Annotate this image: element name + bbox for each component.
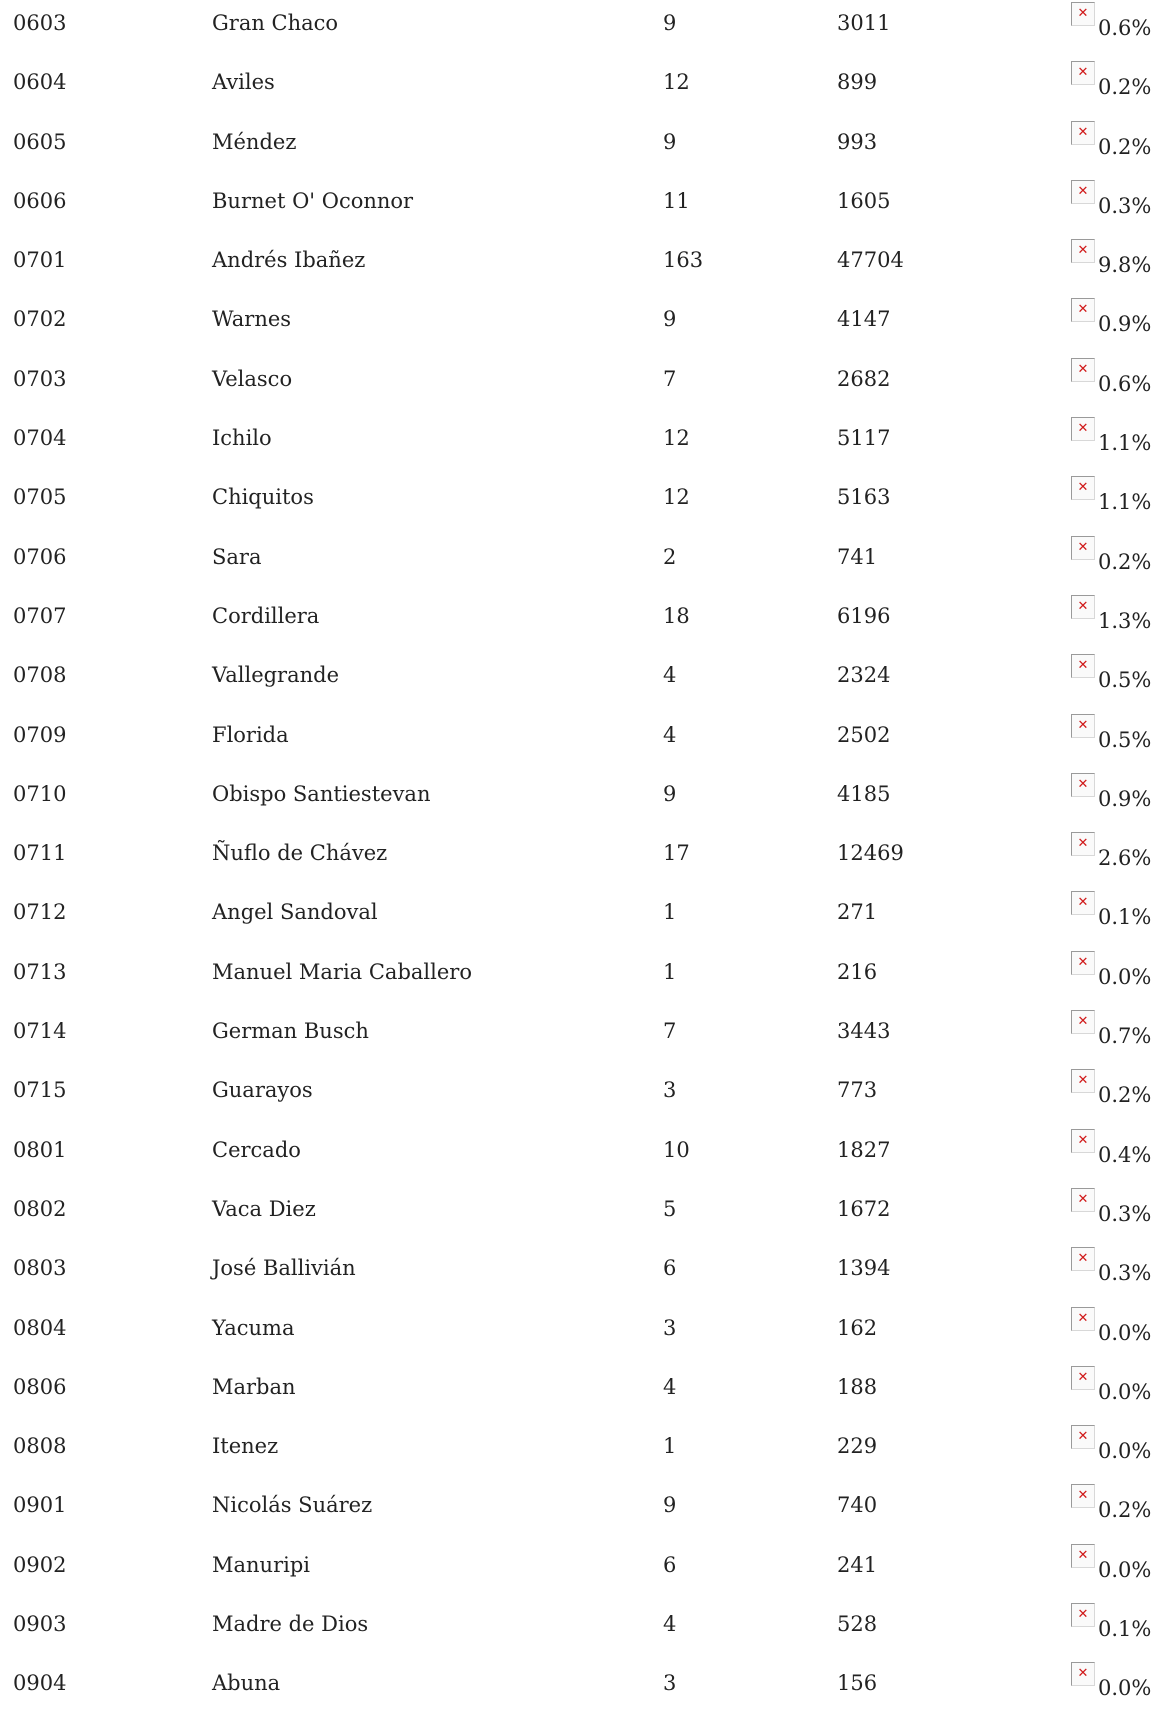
province-code: 0802: [13, 1196, 67, 1221]
total-value: 3011: [837, 11, 891, 35]
percentage-value: 0.9%: [1098, 312, 1152, 337]
percentage-value: 0.5%: [1098, 727, 1152, 752]
count-value: 9: [663, 781, 677, 806]
province-code: 0706: [13, 544, 67, 569]
broken-image-icon: [1071, 1010, 1095, 1034]
broken-image-icon: [1071, 951, 1095, 975]
province-code: 0803: [13, 1256, 67, 1281]
broken-image-icon: [1071, 714, 1095, 738]
province-name: Obispo Santiestevan: [212, 781, 431, 806]
table-row: [0, 1482, 1162, 1541]
percentage-value: 0.2%: [1098, 1498, 1152, 1523]
broken-image-icon: [1071, 1603, 1095, 1627]
province-name: Yacuma: [212, 1315, 295, 1340]
total-value: 4185: [837, 781, 891, 806]
count-value: 2: [663, 544, 677, 569]
total-value: 5117: [837, 426, 891, 451]
broken-image-icon: [1071, 417, 1095, 441]
table-row: [0, 1601, 1162, 1660]
table-row: [0, 652, 1162, 711]
table-row: [0, 0, 1162, 59]
count-value: 4: [663, 722, 677, 747]
percentage-value: 1.1%: [1098, 490, 1152, 515]
total-value: 1827: [837, 1137, 891, 1162]
percentage-value: 0.0%: [1098, 1557, 1152, 1582]
percentage-value: 2.6%: [1098, 846, 1152, 871]
percentage-value: 1.3%: [1098, 608, 1152, 633]
province-code: 0713: [13, 959, 67, 984]
count-value: 1: [663, 1434, 677, 1459]
percentage-value: 0.1%: [1098, 1617, 1152, 1642]
broken-image-icon: [1071, 1307, 1095, 1331]
province-code: 0901: [13, 1493, 67, 1518]
table-row: [0, 119, 1162, 178]
count-value: 17: [663, 841, 690, 866]
count-value: 1: [663, 900, 677, 925]
broken-image-icon: [1071, 595, 1095, 619]
province-code: 0703: [13, 366, 67, 391]
broken-image-icon: [1071, 358, 1095, 382]
percentage-value: 0.7%: [1098, 1024, 1152, 1049]
province-name: Vaca Diez: [212, 1196, 316, 1221]
table-row: [0, 1542, 1162, 1601]
percentage-value: 0.9%: [1098, 786, 1152, 811]
broken-image-icon: [1071, 298, 1095, 322]
broken-image-icon: [1071, 1188, 1095, 1212]
total-value: 2682: [837, 366, 891, 391]
total-value: 156: [837, 1671, 878, 1696]
percentage-value: 0.4%: [1098, 1142, 1152, 1167]
province-name: Warnes: [212, 307, 292, 332]
percentage-value: 0.5%: [1098, 668, 1152, 693]
total-value: 2324: [837, 663, 891, 688]
province-name: Angel Sandoval: [212, 900, 378, 925]
count-value: 18: [663, 603, 690, 628]
province-code: 0605: [13, 129, 67, 154]
total-value: 528: [837, 1612, 878, 1637]
province-name: Sara: [212, 544, 262, 569]
broken-image-icon: [1071, 1484, 1095, 1508]
broken-image-icon: [1071, 654, 1095, 678]
total-value: 271: [837, 900, 878, 925]
province-code: 0902: [13, 1552, 67, 1577]
broken-image-icon: [1071, 1366, 1095, 1390]
province-name: Aviles: [212, 70, 275, 95]
province-name: Velasco: [212, 366, 293, 391]
broken-image-icon: [1071, 1544, 1095, 1568]
total-value: 1605: [837, 188, 891, 213]
broken-image-icon: [1071, 1129, 1095, 1153]
province-code: 0606: [13, 188, 67, 213]
province-name: German Busch: [212, 1019, 369, 1044]
count-value: 3: [663, 1315, 677, 1340]
province-code: 0707: [13, 603, 67, 628]
province-code: 0712: [13, 900, 67, 925]
table-row: [0, 949, 1162, 1008]
province-name: Abuna: [212, 1671, 281, 1696]
province-code: 0801: [13, 1137, 67, 1162]
count-value: 4: [663, 1374, 677, 1399]
province-code: 0710: [13, 781, 67, 806]
province-name: Cercado: [212, 1137, 301, 1162]
percentage-value: 0.6%: [1098, 16, 1152, 40]
province-code: 0711: [13, 841, 67, 866]
total-value: 1672: [837, 1196, 891, 1221]
table-row: [0, 712, 1162, 771]
province-code: 0714: [13, 1019, 67, 1044]
province-code: 0702: [13, 307, 67, 332]
total-value: 899: [837, 70, 878, 95]
province-name: Marban: [212, 1374, 296, 1399]
broken-image-icon: [1071, 61, 1095, 85]
percentage-value: 0.6%: [1098, 371, 1152, 396]
total-value: 162: [837, 1315, 878, 1340]
percentage-value: 0.3%: [1098, 193, 1152, 218]
table-row: [0, 1245, 1162, 1304]
broken-image-icon: [1071, 1069, 1095, 1093]
province-code: 0903: [13, 1612, 67, 1637]
table-row: [0, 474, 1162, 533]
count-value: 4: [663, 1612, 677, 1637]
total-value: 740: [837, 1493, 878, 1518]
province-name: Gran Chaco: [212, 11, 339, 35]
count-value: 7: [663, 366, 677, 391]
broken-image-icon: [1071, 1247, 1095, 1271]
broken-image-icon: [1071, 773, 1095, 797]
total-value: 3443: [837, 1019, 891, 1044]
province-code: 0806: [13, 1374, 67, 1399]
percentage-value: 0.2%: [1098, 549, 1152, 574]
province-code: 0808: [13, 1434, 67, 1459]
province-code: 0804: [13, 1315, 67, 1340]
total-value: 188: [837, 1374, 878, 1399]
percentage-value: 0.3%: [1098, 1261, 1152, 1286]
percentage-value: 0.0%: [1098, 1676, 1152, 1701]
province-name: Cordillera: [212, 603, 320, 628]
broken-image-icon: [1071, 121, 1095, 145]
total-value: 4147: [837, 307, 891, 332]
count-value: 1: [663, 959, 677, 984]
broken-image-icon: [1071, 2, 1095, 26]
broken-image-icon: [1071, 832, 1095, 856]
percentage-value: 0.0%: [1098, 1379, 1152, 1404]
province-code: 0704: [13, 426, 67, 451]
table-row: [0, 356, 1162, 415]
percentage-value: 0.2%: [1098, 1083, 1152, 1108]
province-name: Guarayos: [212, 1078, 313, 1103]
count-value: 9: [663, 129, 677, 154]
count-value: 11: [663, 188, 690, 213]
total-value: 229: [837, 1434, 878, 1459]
table-row: [0, 1127, 1162, 1186]
percentage-value: 0.3%: [1098, 1201, 1152, 1226]
count-value: 163: [663, 248, 704, 273]
percentage-value: 0.2%: [1098, 134, 1152, 159]
province-name: Chiquitos: [212, 485, 314, 510]
province-name: Madre de Dios: [212, 1612, 369, 1637]
broken-image-icon: [1071, 476, 1095, 500]
total-value: 47704: [837, 248, 904, 273]
broken-image-icon: [1071, 891, 1095, 915]
count-value: 9: [663, 1493, 677, 1518]
province-code: 0604: [13, 70, 67, 95]
count-value: 6: [663, 1552, 677, 1577]
province-name: Andrés Ibañez: [212, 248, 366, 273]
province-code: 0715: [13, 1078, 67, 1103]
total-value: 5163: [837, 485, 891, 510]
province-name: Nicolás Suárez: [212, 1493, 373, 1518]
table-row: [0, 1186, 1162, 1245]
total-value: 6196: [837, 603, 891, 628]
broken-image-icon: [1071, 1425, 1095, 1449]
table-row: [0, 889, 1162, 948]
province-code: 0705: [13, 485, 67, 510]
percentage-value: 0.1%: [1098, 905, 1152, 930]
percentage-value: 0.0%: [1098, 1439, 1152, 1464]
table-row: [0, 593, 1162, 652]
total-value: 741: [837, 544, 878, 569]
count-value: 12: [663, 426, 690, 451]
province-name: Burnet O' Oconnor: [212, 188, 414, 213]
total-value: 216: [837, 959, 878, 984]
province-name: Florida: [212, 722, 289, 747]
count-value: 7: [663, 1019, 677, 1044]
broken-image-icon: [1071, 239, 1095, 263]
broken-image-icon: [1071, 536, 1095, 560]
total-value: 12469: [837, 841, 904, 866]
count-value: 4: [663, 663, 677, 688]
count-value: 5: [663, 1196, 677, 1221]
province-code: 0603: [13, 11, 67, 35]
table-row: [0, 415, 1162, 474]
province-name: Manuripi: [212, 1552, 310, 1577]
table-row: [0, 1423, 1162, 1482]
table-row: [0, 1008, 1162, 1067]
count-value: 12: [663, 485, 690, 510]
total-value: 241: [837, 1552, 878, 1577]
province-code: 0708: [13, 663, 67, 688]
province-name: Méndez: [212, 129, 297, 154]
percentage-value: 1.1%: [1098, 431, 1152, 456]
table-row: [0, 1660, 1162, 1719]
count-value: 3: [663, 1078, 677, 1103]
total-value: 993: [837, 129, 878, 154]
table-row: [0, 237, 1162, 296]
province-name: Manuel Maria Caballero: [212, 959, 472, 984]
broken-image-icon: [1071, 1662, 1095, 1686]
total-value: 1394: [837, 1256, 891, 1281]
table-row: [0, 59, 1162, 118]
province-name: Vallegrande: [212, 663, 340, 688]
table-row: [0, 771, 1162, 830]
percentage-value: 0.0%: [1098, 964, 1152, 989]
province-name: José Ballivián: [212, 1256, 356, 1281]
table-row: [0, 534, 1162, 593]
province-code: 0709: [13, 722, 67, 747]
total-value: 2502: [837, 722, 891, 747]
province-code: 0904: [13, 1671, 67, 1696]
table-row: [0, 296, 1162, 355]
province-code: 0701: [13, 248, 67, 273]
table-row: [0, 178, 1162, 237]
province-name: Ichilo: [212, 426, 272, 451]
table-row: [0, 1364, 1162, 1423]
count-value: 12: [663, 70, 690, 95]
broken-image-icon: [1071, 180, 1095, 204]
count-value: 6: [663, 1256, 677, 1281]
percentage-value: 0.2%: [1098, 75, 1152, 100]
percentage-value: 0.0%: [1098, 1320, 1152, 1345]
count-value: 9: [663, 11, 677, 35]
table-row: [0, 1067, 1162, 1126]
table-row: [0, 830, 1162, 889]
total-value: 773: [837, 1078, 878, 1103]
table-row: [0, 1305, 1162, 1364]
province-name: Itenez: [212, 1434, 279, 1459]
count-value: 3: [663, 1671, 677, 1696]
province-name: Ñuflo de Chávez: [212, 841, 388, 866]
count-value: 9: [663, 307, 677, 332]
count-value: 10: [663, 1137, 690, 1162]
percentage-value: 9.8%: [1098, 253, 1152, 278]
